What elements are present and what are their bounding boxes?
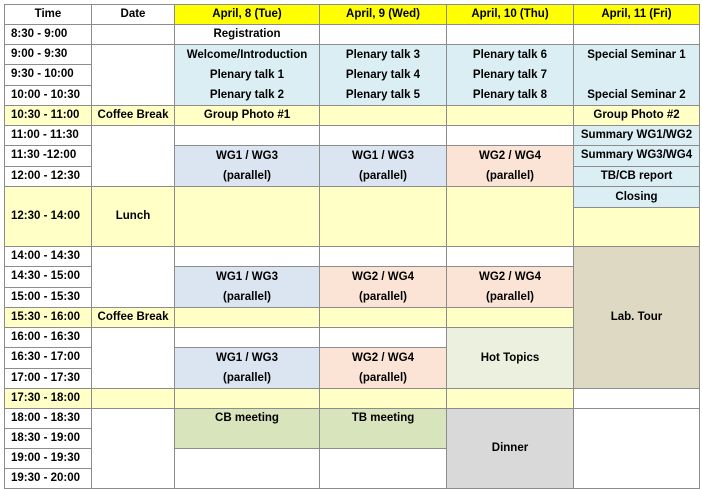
empty-cell	[320, 449, 447, 489]
row-0830	[5, 25, 700, 45]
empty-cell	[447, 389, 574, 409]
lunch-fill	[574, 208, 699, 246]
row-1400	[5, 247, 700, 267]
time-cell: 19:30 - 20:00	[5, 469, 92, 489]
summary-wg3-wg4: Summary WG3/WG4	[574, 146, 700, 167]
header-day3: April, 10 (Thu)	[447, 5, 574, 25]
group-photo-1: Group Photo #1	[175, 106, 320, 126]
date-cell	[92, 45, 175, 106]
day3-morning-block	[447, 45, 574, 106]
special-seminar-2: Special Seminar 2	[587, 89, 686, 101]
day3-am-session	[447, 146, 574, 187]
day2-am-session	[320, 146, 447, 187]
empty-cell	[175, 126, 320, 146]
empty-cell	[447, 247, 574, 267]
row-1230	[5, 187, 700, 247]
date-cell	[92, 409, 175, 489]
wg-label: WG1 / WG3	[352, 150, 414, 162]
empty-cell	[175, 449, 320, 489]
day2-morning-block	[320, 45, 447, 106]
empty-cell	[320, 126, 447, 146]
wg-label: WG1 / WG3	[216, 352, 278, 364]
row-1730	[5, 389, 700, 409]
date-cell	[92, 247, 175, 308]
summary-wg1-wg2: Summary WG1/WG2	[574, 126, 700, 146]
parallel-label: (parallel)	[486, 170, 534, 182]
empty-cell	[320, 308, 447, 328]
wg-label: WG2 / WG4	[479, 150, 541, 162]
day4-morning-block	[574, 45, 700, 106]
schedule-table	[4, 4, 700, 489]
date-cell	[92, 126, 175, 187]
time-cell: 17:00 - 17:30	[5, 368, 92, 389]
lunch-cell	[320, 187, 447, 247]
plenary-talk-2: Plenary talk 2	[209, 89, 285, 101]
parallel-label: (parallel)	[223, 372, 271, 384]
time-cell: 8:30 - 9:00	[5, 25, 92, 45]
special-seminar-1: Special Seminar 1	[587, 49, 686, 61]
empty-cell	[574, 409, 700, 489]
day4-lunch-cell	[574, 187, 700, 247]
time-cell: 16:00 - 16:30	[5, 328, 92, 348]
day1-am-session	[175, 146, 320, 187]
plenary-talk-3: Plenary talk 3	[345, 49, 421, 61]
parallel-label: (parallel)	[223, 291, 271, 303]
header-day4: April, 11 (Fri)	[574, 5, 700, 25]
parallel-label: (parallel)	[486, 291, 534, 303]
registration: Registration	[175, 25, 320, 45]
welcome-intro: Welcome/Introduction	[186, 49, 308, 61]
time-cell: 12:00 - 12:30	[5, 166, 92, 187]
lab-tour: Lab. Tour	[574, 247, 700, 389]
time-cell: 9:00 - 9:30	[5, 45, 92, 65]
empty-cell	[92, 389, 175, 409]
time-cell: 14:00 - 14:30	[5, 247, 92, 267]
time-cell: 10:30 - 11:00	[5, 106, 92, 126]
empty-cell	[175, 308, 320, 328]
hot-topics: Hot Topics	[447, 328, 574, 389]
time-cell: 18:30 - 19:00	[5, 429, 92, 449]
coffee-break-1: Coffee Break	[92, 106, 175, 126]
day3-pm-session-1	[447, 267, 574, 308]
wg-label: WG2 / WG4	[352, 352, 414, 364]
empty-cell	[175, 247, 320, 267]
tb-cb-report: TB/CB report	[574, 166, 700, 187]
cb-meeting: CB meeting	[175, 409, 320, 449]
plenary-talk-8: Plenary talk 8	[472, 89, 548, 101]
empty-cell	[447, 126, 574, 146]
day1-pm-session-1	[175, 267, 320, 308]
row-1100	[5, 126, 700, 146]
day2-pm-session-2	[320, 348, 447, 389]
closing: Closing	[574, 187, 699, 208]
lunch-cell	[175, 187, 320, 247]
header-time: Time	[5, 5, 92, 25]
row-0900	[5, 45, 700, 65]
empty-cell	[175, 328, 320, 348]
lunch: Lunch	[92, 187, 175, 247]
wg-label: WG2 / WG4	[352, 271, 414, 283]
header-day1: April, 8 (Tue)	[175, 5, 320, 25]
empty-cell	[175, 389, 320, 409]
wg-label: WG1 / WG3	[216, 271, 278, 283]
empty-cell	[447, 308, 574, 328]
dinner: Dinner	[447, 409, 574, 489]
empty-cell	[447, 106, 574, 126]
plenary-talk-4: Plenary talk 4	[345, 69, 421, 81]
time-cell: 17:30 - 18:00	[5, 389, 92, 409]
time-cell: 15:00 - 15:30	[5, 287, 92, 308]
date-cell	[92, 328, 175, 389]
empty-cell	[320, 247, 447, 267]
parallel-label: (parallel)	[359, 170, 407, 182]
day1-morning-block	[175, 45, 320, 106]
empty-cell	[574, 25, 700, 45]
plenary-talk-7: Plenary talk 7	[472, 69, 548, 81]
parallel-label: (parallel)	[359, 291, 407, 303]
empty-cell	[320, 25, 447, 45]
empty-cell	[574, 389, 700, 409]
time-cell: 10:00 - 10:30	[5, 85, 92, 105]
time-cell: 11:30 -12:00	[5, 146, 92, 167]
plenary-talk-5: Plenary talk 5	[345, 89, 421, 101]
time-cell: 16:30 - 17:00	[5, 348, 92, 369]
day1-pm-session-2	[175, 348, 320, 389]
time-cell: 14:30 - 15:00	[5, 267, 92, 288]
header-date: Date	[92, 5, 175, 25]
coffee-break-2: Coffee Break	[92, 308, 175, 328]
empty-cell	[320, 106, 447, 126]
header-row	[5, 5, 700, 25]
empty-cell	[320, 328, 447, 348]
time-cell: 11:00 - 11:30	[5, 126, 92, 146]
day2-pm-session-1	[320, 267, 447, 308]
empty-cell	[320, 389, 447, 409]
header-day2: April, 9 (Wed)	[320, 5, 447, 25]
time-cell: 19:00 - 19:30	[5, 449, 92, 469]
tb-meeting: TB meeting	[320, 409, 447, 449]
parallel-label: (parallel)	[359, 372, 407, 384]
lunch-cell	[447, 187, 574, 247]
empty-cell	[447, 25, 574, 45]
wg-label: WG1 / WG3	[216, 150, 278, 162]
time-cell: 9:30 - 10:00	[5, 65, 92, 85]
plenary-talk-1: Plenary talk 1	[209, 69, 285, 81]
row-1030	[5, 106, 700, 126]
wg-label: WG2 / WG4	[479, 271, 541, 283]
group-photo-2: Group Photo #2	[574, 106, 700, 126]
time-cell: 18:00 - 18:30	[5, 409, 92, 429]
time-cell: 15:30 - 16:00	[5, 308, 92, 328]
row-1800	[5, 409, 700, 429]
parallel-label: (parallel)	[223, 170, 271, 182]
plenary-talk-6: Plenary talk 6	[472, 49, 548, 61]
time-cell: 12:30 - 14:00	[5, 187, 92, 247]
date-cell	[92, 25, 175, 45]
blank-line	[574, 65, 699, 85]
